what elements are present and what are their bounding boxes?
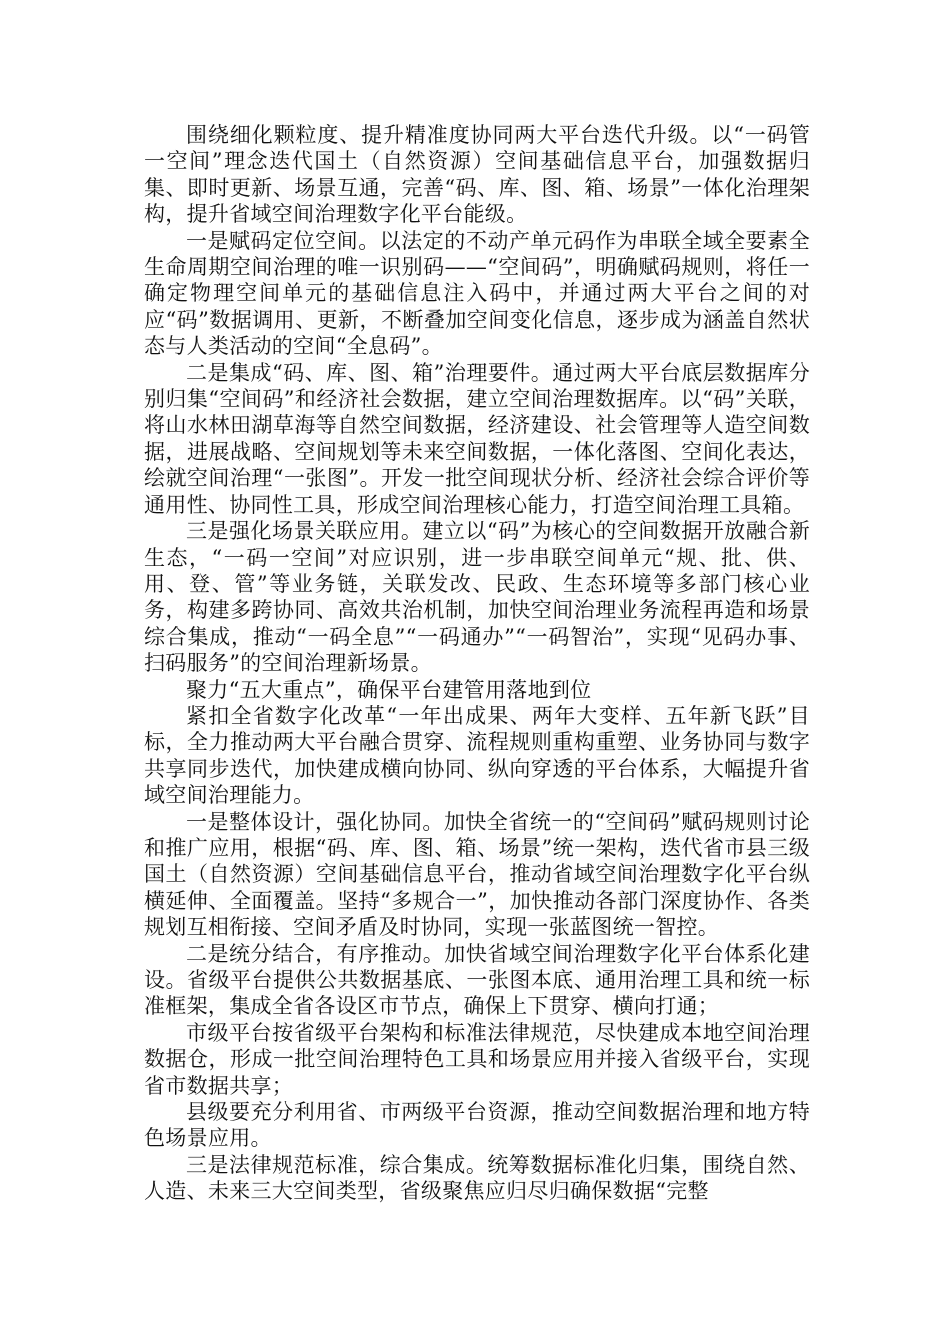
- paragraph-city-level: 市级平台按省级平台架构和标准法律规范，尽快建成本地空间治理数据仓，形成一批空间治理特色工具和场景应用并接入省级平台，实现省市数据共享；: [144, 1020, 810, 1098]
- section-heading: 聚力“五大重点”，确保平台建管用落地到位: [186, 677, 592, 702]
- paragraph-county-level: 县级要充分利用省、市两级平台资源，推动空间数据治理和地方特色场景应用。: [144, 1100, 810, 1151]
- paragraph-section-intro: 紧扣全省数字化改革“一年出成果、两年大变样、五年新飞跃”目标，全力推动两大平台融合贯穿、流程规则重构重塑、业务协同与数字共享同步迭代，加快建成横向协同、纵向穿透的平台体系，大幅提升省域空间治理能力。: [144, 703, 810, 808]
- paragraph-intro: 围绕细化颗粒度、提升精准度协同两大平台迭代升级。以“一码管一空间”理念迭代国土（自然资源）空间基础信息平台，加强数据归集、即时更新、场景互通，完善“码、库、图、箱、场景”一体化治理架构，提升省域空间治理数字化平台能级。: [144, 123, 810, 227]
- paragraph-point-two: 二是集成“码、库、图、箱”治理要件。通过两大平台底层数据库分别归集“空间码”和经济社会数据，建立空间治理数据库。以“码”关联，将山水林田湖草海等自然空间数据，经济建设、社会管理等人造空间数据，进展战略、空间规划等未来空间数据，一体化落图、空间化表达，绘就空间治理“一张图”。开发一批空间现状分析、经济社会综合评价等通用性、协同性工具，形成空间治理核心能力，打造空间治理工具箱。: [144, 360, 810, 517]
- paragraph-point-one: 一是赋码定位空间。以法定的不动产单元码作为串联全域全要素全生命周期空间治理的唯一识别码——“空间码”，明确赋码规则，将任一确定物理空间单元的基础信息注入码中，并通过两大平台之间的对应“码”数据调用、更新，不断叠加空间变化信息，逐步成为涵盖自然状态与人类活动的空间“全息码”。: [144, 228, 810, 359]
- paragraph-key-three: 三是法律规范标准，综合集成。统筹数据标准化归集，围绕自然、人造、未来三大空间类型，省级聚焦应归尽归确保数据“完整: [144, 1152, 810, 1204]
- document-body: [144, 122, 810, 1205]
- paragraph-point-three: 三是强化场景关联应用。建立以“码”为核心的空间数据开放融合新生态，“一码一空间”对应识别，进一步串联空间单元“规、批、供、用、登、管”等业务链，关联发改、民政、生态环境等多部门核心业务，构建多跨协同、高效共治机制，加快空间治理业务流程再造和场景综合集成，推动“一码全息”“一码通办”“一码智治”，实现“见码办事、扫码服务”的空间治理新场景。: [144, 519, 810, 676]
- paragraph-key-one: 一是整体设计，强化协同。加快全省统一的“空间码”赋码规则讨论和推广应用，根据“码、库、图、箱、场景”统一架构，迭代省市县三级国土（自然资源）空间基础信息平台，推动省域空间治理数字化平台纵横延伸、全面覆盖。坚持“多规合一”，加快推动各部门深度协作、各类规划互相衔接、空间矛盾及时协同，实现一张蓝图统一智控。: [144, 809, 810, 940]
- paragraph-key-two: 二是统分结合，有序推动。加快省域空间治理数字化平台体系化建设。省级平台提供公共数据基底、一张图本底、通用治理工具和统一标准框架，集成全省各设区市节点，确保上下贯穿、横向打通；: [144, 941, 810, 1019]
